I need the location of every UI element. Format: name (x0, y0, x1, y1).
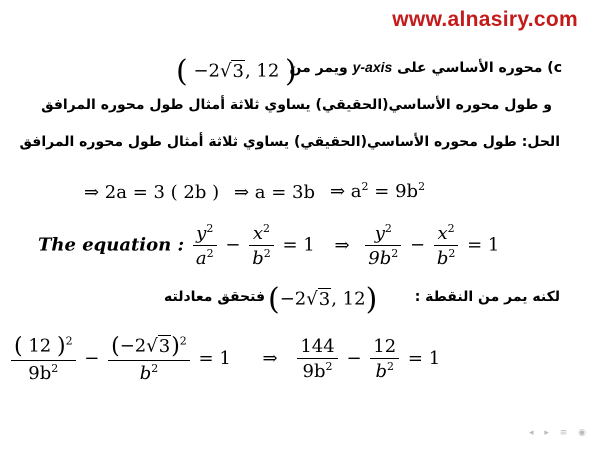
satisfies-text: فتحقق معادلته (164, 289, 266, 305)
final-line: $\frac{( 12 )^2}{9b^2}$ − $\frac{(-2√3)^2}{b^2}$ = 1 ⇒ $\frac{144}{9b^2}$ − $\frac{12}{b^2}$ = 1 (8, 334, 440, 384)
step1: ⇒ 2a = 3 ( 2b ) (84, 182, 220, 203)
problem-line-1 (290, 59, 562, 76)
point-neg: −2 (193, 60, 220, 82)
solution-label: الحل: (521, 134, 560, 150)
problem-line-2: و طول محوره الأساسي(الحقيقي) يساوي ثلاثة أمثال طول محوره المرافق (41, 97, 552, 113)
equation-line: The equation : $\frac{y^2}{a^2}$ − $\frac{x^2}{b^2}$ = 1 ⇒ $\frac{y^2}{9b^2}$ − $\frac{x^2}{b^2}$ = 1 (38, 222, 500, 269)
equation-label: The equation : (38, 234, 185, 256)
point-expression-2: (−2√3, 12) (268, 282, 378, 317)
line1-pass: ويمر من (289, 60, 348, 76)
point-sqrt-arg: 3 (232, 60, 244, 82)
solution-text: طول محوره الأساسي(الحقيقي) يساوي ثلاثة أمثال طول محوره المرافق (19, 134, 517, 150)
point-y: , 12 (244, 60, 280, 82)
step3: ⇒ $a^2 = 9b^2$ (330, 180, 426, 202)
line1-text: محوره الأساسي على (397, 60, 543, 76)
site-brand: www.alnasiry.com (392, 8, 578, 31)
solution-line (20, 134, 560, 150)
part-label: c) (547, 60, 562, 76)
step2: ⇒ a = 3b (234, 182, 316, 203)
passes-text: لكنه يمر من النقطة : (414, 289, 560, 305)
point-expression: ( −2√3, 12 ) (176, 54, 297, 89)
slide-nav-controls[interactable]: ◂ ▸ ≡ ◉ (528, 428, 590, 438)
axis-name: y-axis (352, 59, 393, 75)
